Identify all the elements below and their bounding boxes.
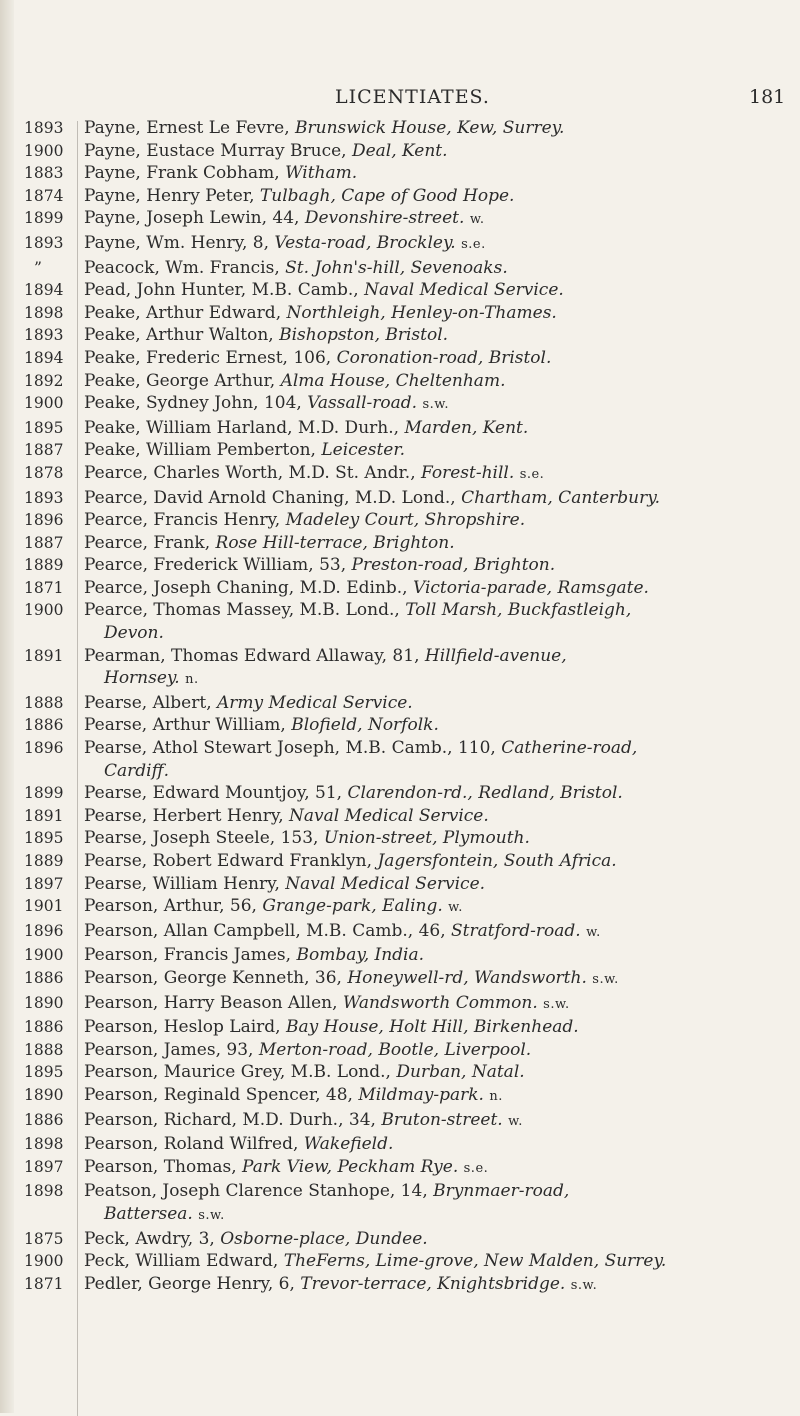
entry-postal-district: s.w. <box>422 397 449 413</box>
entry-name: Pearson, Roland Wilfred, <box>84 1134 299 1155</box>
entry-name: Pearce, David Arnold Chaning, M.D. Lond., <box>84 487 456 508</box>
entry-continuation <box>84 622 780 645</box>
entry-year: 1890 <box>24 993 64 1012</box>
list-item <box>0 1250 800 1273</box>
list-item <box>0 805 800 828</box>
entry-name: Pearce, Frederick William, 53, <box>84 555 347 576</box>
entry-year: 1889 <box>24 852 64 870</box>
list-item <box>0 532 800 555</box>
list-item <box>0 162 800 185</box>
entry-address: St. John's-hill, Sevenoaks. <box>285 257 508 278</box>
entry-address: Clarendon-rd., Redland, Bristol. <box>347 783 623 804</box>
entry-postal-district: n. <box>185 672 199 688</box>
list-item <box>0 850 800 873</box>
entry-name: Pead, John Hunter, M.B. Camb., <box>84 280 359 301</box>
list-item <box>0 487 800 510</box>
entry-year: 1887 <box>24 533 64 552</box>
entry-address: Honeywell-rd, Wandsworth. <box>347 967 587 988</box>
entry-year: 1899 <box>24 784 64 803</box>
entry-name: Pearce, Thomas Massey, M.B. Lond., <box>84 600 400 621</box>
entry-name: Peake, Arthur Walton, <box>84 325 274 346</box>
entry-name: Peake, William Harland, M.D. Durh., <box>84 417 400 438</box>
entry-name: Pearson, Harry Beason Allen, <box>84 992 338 1013</box>
entry-name: Payne, Wm. Henry, 8, <box>84 232 269 253</box>
entry-year: 1893 <box>24 326 64 345</box>
entry-address: Devonshire-street. <box>304 208 465 229</box>
entry-address: Vesta-road, Brockley. <box>274 232 456 253</box>
entry-name: Pearse, Athol Stewart Joseph, M.B. Camb., 110, <box>84 738 496 759</box>
entry-year: 1888 <box>24 693 64 712</box>
entry-address: Naval Medical Service. <box>364 280 564 301</box>
entry-address: Deal, Kent. <box>351 140 448 161</box>
list-item <box>0 257 800 280</box>
entry-name: Pearson, Francis James, <box>84 945 292 966</box>
entry-year: 1889 <box>24 556 64 575</box>
entry-address: Osborne-place, Dundee. <box>220 1228 428 1249</box>
entry-postal-district: w. <box>448 900 463 916</box>
list-item <box>0 232 800 257</box>
entry-address: Toll Marsh, Buckfastleigh, <box>405 600 632 621</box>
entry-name: Pearce, Frank, <box>84 532 211 553</box>
list-item <box>0 1180 800 1227</box>
entry-name: Pearson, Richard, M.D. Durh., 34, <box>84 1109 376 1130</box>
entry-address: Brynmaer-road, <box>433 1181 570 1202</box>
list-item <box>0 279 800 302</box>
licentiate-list <box>0 117 800 1297</box>
list-item <box>0 439 800 462</box>
list-item <box>0 873 800 896</box>
entry-name: Pearson, Thomas, <box>84 1156 237 1177</box>
entry-address: Catherine-road, <box>501 738 638 759</box>
list-item <box>0 509 800 532</box>
entry-year: 1888 <box>24 1040 64 1059</box>
list-item <box>0 462 800 487</box>
entry-address: Witham. <box>285 163 358 184</box>
entry-postal-district: s.w. <box>570 1277 598 1293</box>
entry-year: 1891 <box>24 646 64 665</box>
page-header <box>0 86 800 116</box>
entry-year: 1893 <box>24 119 64 137</box>
entry-year: 1895 <box>24 829 64 848</box>
entry-year: 1886 <box>24 1110 64 1129</box>
entry-name: Pearse, William Henry, <box>84 873 280 894</box>
entry-name: Pearce, Francis Henry, <box>84 510 281 531</box>
entry-name: Peatson, Joseph Clarence Stanhope, 14, <box>84 1181 428 1202</box>
entry-postal-district: n. <box>489 1088 503 1104</box>
list-item <box>0 1156 800 1181</box>
entry-year: 1893 <box>24 488 64 507</box>
entry-address: Stratford-road. <box>451 920 581 941</box>
entry-address: Forest-hill. <box>421 462 515 483</box>
entry-year: 1896 <box>24 511 64 530</box>
list-item <box>0 577 800 600</box>
entry-year: 1886 <box>24 968 64 987</box>
entry-name: Pearson, Allan Campbell, M.B. Camb., 46, <box>84 920 446 941</box>
entry-continuation <box>84 760 780 783</box>
entry-postal-district: w. <box>469 212 485 228</box>
entry-address: TheFerns, Lime-grove, New Malden, Surrey. <box>283 1251 667 1272</box>
entry-name: Pearse, Arthur William, <box>84 715 286 736</box>
list-item <box>0 185 800 208</box>
entry-address: Alma House, Cheltenham. <box>280 370 506 391</box>
entry-name: Pearse, Edward Mountjoy, 51, <box>84 783 343 804</box>
entry-name: Pearse, Herbert Henry, <box>84 805 284 826</box>
entry-postal-district: s.w. <box>592 971 619 987</box>
entry-year: 1900 <box>24 946 64 965</box>
entry-year: 1886 <box>24 1018 64 1037</box>
entry-address: Bombay, India. <box>296 945 425 966</box>
entry-year: 1900 <box>24 394 64 413</box>
entry-address: Army Medical Service. <box>217 692 413 713</box>
entry-postal-district: s.w. <box>198 1207 225 1223</box>
entry-year: 1887 <box>24 441 64 460</box>
entry-address: Bruton-street. <box>381 1109 503 1130</box>
entry-year: 1901 <box>24 897 64 916</box>
entry-name: Payne, Henry Peter, <box>84 185 255 206</box>
entry-postal-district: w. <box>586 924 601 940</box>
entry-address: Brunswick House, Kew, Surrey. <box>295 118 565 138</box>
entry-name: Pearson, George Kenneth, 36, <box>84 967 342 988</box>
entry-year: ” <box>34 258 42 277</box>
running-title: LICENTIATES. <box>335 86 490 108</box>
entry-address: Blofield, Norfolk. <box>291 715 439 736</box>
entry-year: 1900 <box>24 1252 64 1271</box>
entry-name: Peck, Awdry, 3, <box>84 1228 215 1249</box>
entry-address: Grange-park, Ealing. <box>262 896 443 917</box>
list-item <box>0 207 800 232</box>
list-item <box>0 1016 800 1039</box>
entry-year: 1895 <box>24 418 64 437</box>
entry-year: 1894 <box>24 348 64 367</box>
list-item <box>0 737 800 782</box>
entry-year: 1900 <box>24 141 64 160</box>
entry-name: Pearce, Joseph Chaning, M.D. Edinb., <box>84 577 408 598</box>
entry-address: Naval Medical Service. <box>285 873 486 894</box>
entry-year: 1892 <box>24 371 64 390</box>
list-item <box>0 324 800 347</box>
list-item <box>0 827 800 850</box>
entry-address: Park View, Peckham Rye. <box>242 1156 459 1177</box>
entry-year: 1896 <box>24 921 64 940</box>
list-item <box>0 370 800 393</box>
list-item <box>0 714 800 737</box>
entry-postal-district: s.e. <box>461 236 486 252</box>
list-item <box>0 140 800 163</box>
entry-address-continued: Hornsey. <box>104 668 180 689</box>
entry-name: Pearson, James, 93, <box>84 1039 254 1060</box>
entry-address: Union-street, Plymouth. <box>323 828 530 849</box>
list-item <box>0 692 800 715</box>
entry-year: 1898 <box>24 303 64 322</box>
entry-name: Pearson, Reginald Spencer, 48, <box>84 1084 353 1105</box>
entry-address: Wandsworth Common. <box>342 992 538 1013</box>
entry-address: Victoria-parade, Ramsgate. <box>413 577 649 598</box>
list-item <box>0 645 800 692</box>
entry-year: 1878 <box>24 463 64 482</box>
entry-address: Wakefield. <box>303 1134 394 1155</box>
entry-name: Payne, Joseph Lewin, 44, <box>84 208 300 229</box>
page-number: 181 <box>749 86 786 108</box>
list-item <box>0 992 800 1017</box>
entry-address: Rose Hill-terrace, Brighton. <box>215 532 455 553</box>
entry-name: Peake, Sydney John, 104, <box>84 393 302 414</box>
entry-address: Trevor-terrace, Knightsbridge. <box>300 1273 566 1294</box>
entry-name: Pearson, Heslop Laird, <box>84 1017 281 1038</box>
entry-year: 1898 <box>24 1182 64 1201</box>
entry-year: 1871 <box>24 578 64 597</box>
entry-name: Peake, Arthur Edward, <box>84 302 282 323</box>
entry-address: Hillfield-avenue, <box>424 645 567 666</box>
entry-continuation <box>84 1203 780 1228</box>
entry-year: 1893 <box>24 233 64 252</box>
entry-address: Madeley Court, Shropshire. <box>285 510 526 531</box>
entry-postal-district: s.e. <box>519 466 545 482</box>
entry-name: Pearson, Arthur, 56, <box>84 896 257 917</box>
list-item <box>0 347 800 370</box>
entry-address: Preston-road, Brighton. <box>351 555 556 576</box>
list-item <box>0 1228 800 1251</box>
entry-name: Pearse, Albert, <box>84 692 212 713</box>
entry-year: 1897 <box>24 874 64 893</box>
entry-address: Vassall-road. <box>307 393 418 414</box>
entry-year: 1883 <box>24 164 64 183</box>
entry-name: Payne, Eustace Murray Bruce, <box>84 140 347 161</box>
entry-address: Merton-road, Bootle, Liverpool. <box>258 1039 532 1060</box>
entry-continuation <box>84 667 780 692</box>
list-item <box>0 1061 800 1084</box>
entry-year: 1898 <box>24 1135 64 1154</box>
entry-name: Peake, William Pemberton, <box>84 440 316 461</box>
entry-year: 1900 <box>24 601 64 620</box>
entry-address: Jagersfontein, South Africa. <box>377 851 617 871</box>
entry-address: Leicester. <box>321 440 406 461</box>
list-item <box>0 782 800 805</box>
entry-address: Tulbagh, Cape of Good Hope. <box>259 185 515 206</box>
entry-address: Marden, Kent. <box>404 417 529 438</box>
entry-year: 1871 <box>24 1274 64 1293</box>
entry-address: Bishopston, Bristol. <box>279 325 449 346</box>
list-item <box>0 944 800 967</box>
entry-address: Bay House, Holt Hill, Birkenhead. <box>285 1017 579 1038</box>
entry-name: Peck, William Edward, <box>84 1251 279 1272</box>
entry-address-continued: Cardiff. <box>104 760 170 781</box>
entry-postal-district: s.w. <box>543 996 570 1012</box>
entry-address: Northleigh, Henley-on-Thames. <box>286 302 557 323</box>
entry-name: Peacock, Wm. Francis, <box>84 257 280 278</box>
entry-year: 1894 <box>24 281 64 300</box>
list-item <box>0 920 800 945</box>
entry-address: Durban, Natal. <box>396 1062 525 1083</box>
entry-address-continued: Battersea. <box>104 1203 193 1224</box>
entry-name: Pearson, Maurice Grey, M.B. Lond., <box>84 1062 391 1083</box>
list-item <box>0 302 800 325</box>
list-item <box>0 895 800 920</box>
list-item <box>0 1084 800 1109</box>
list-item <box>0 1109 800 1134</box>
entry-address-continued: Devon. <box>104 623 164 644</box>
entry-address: Coronation-road, Bristol. <box>336 347 552 368</box>
entry-address: Mildmay-park. <box>358 1084 484 1105</box>
entry-name: Pearse, Robert Edward Franklyn, <box>84 851 373 871</box>
entry-address: Chartham, Canterbury. <box>461 487 661 508</box>
entry-name: Peake, George Arthur, <box>84 370 276 391</box>
entry-year: 1897 <box>24 1157 64 1176</box>
entry-name: Pearman, Thomas Edward Allaway, 81, <box>84 645 420 666</box>
list-item <box>0 599 800 644</box>
entry-postal-district: s.e. <box>463 1160 489 1176</box>
entry-year: 1890 <box>24 1085 64 1104</box>
entry-postal-district: w. <box>508 1113 523 1129</box>
entry-name: Pearse, Joseph Steele, 153, <box>84 828 319 849</box>
list-item <box>0 967 800 992</box>
entry-name: Pedler, George Henry, 6, <box>84 1273 295 1294</box>
entry-address: Naval Medical Service. <box>289 805 489 826</box>
list-item <box>0 1039 800 1062</box>
entry-name: Pearce, Charles Worth, M.D. St. Andr., <box>84 462 416 483</box>
list-item <box>0 117 800 140</box>
entry-year: 1896 <box>24 739 64 758</box>
list-item <box>0 1133 800 1156</box>
entry-year: 1899 <box>24 209 64 228</box>
entry-year: 1895 <box>24 1063 64 1082</box>
list-item <box>0 392 800 417</box>
entry-year: 1874 <box>24 186 64 205</box>
entry-year: 1875 <box>24 1229 64 1248</box>
entry-name: Peake, Frederic Ernest, 106, <box>84 347 332 368</box>
entry-name: Payne, Frank Cobham, <box>84 163 280 184</box>
entry-year: 1886 <box>24 716 64 735</box>
entry-year: 1891 <box>24 806 64 825</box>
list-item <box>0 1273 800 1298</box>
list-item <box>0 417 800 440</box>
entry-name: Payne, Ernest Le Fevre, <box>84 118 290 138</box>
list-item <box>0 554 800 577</box>
